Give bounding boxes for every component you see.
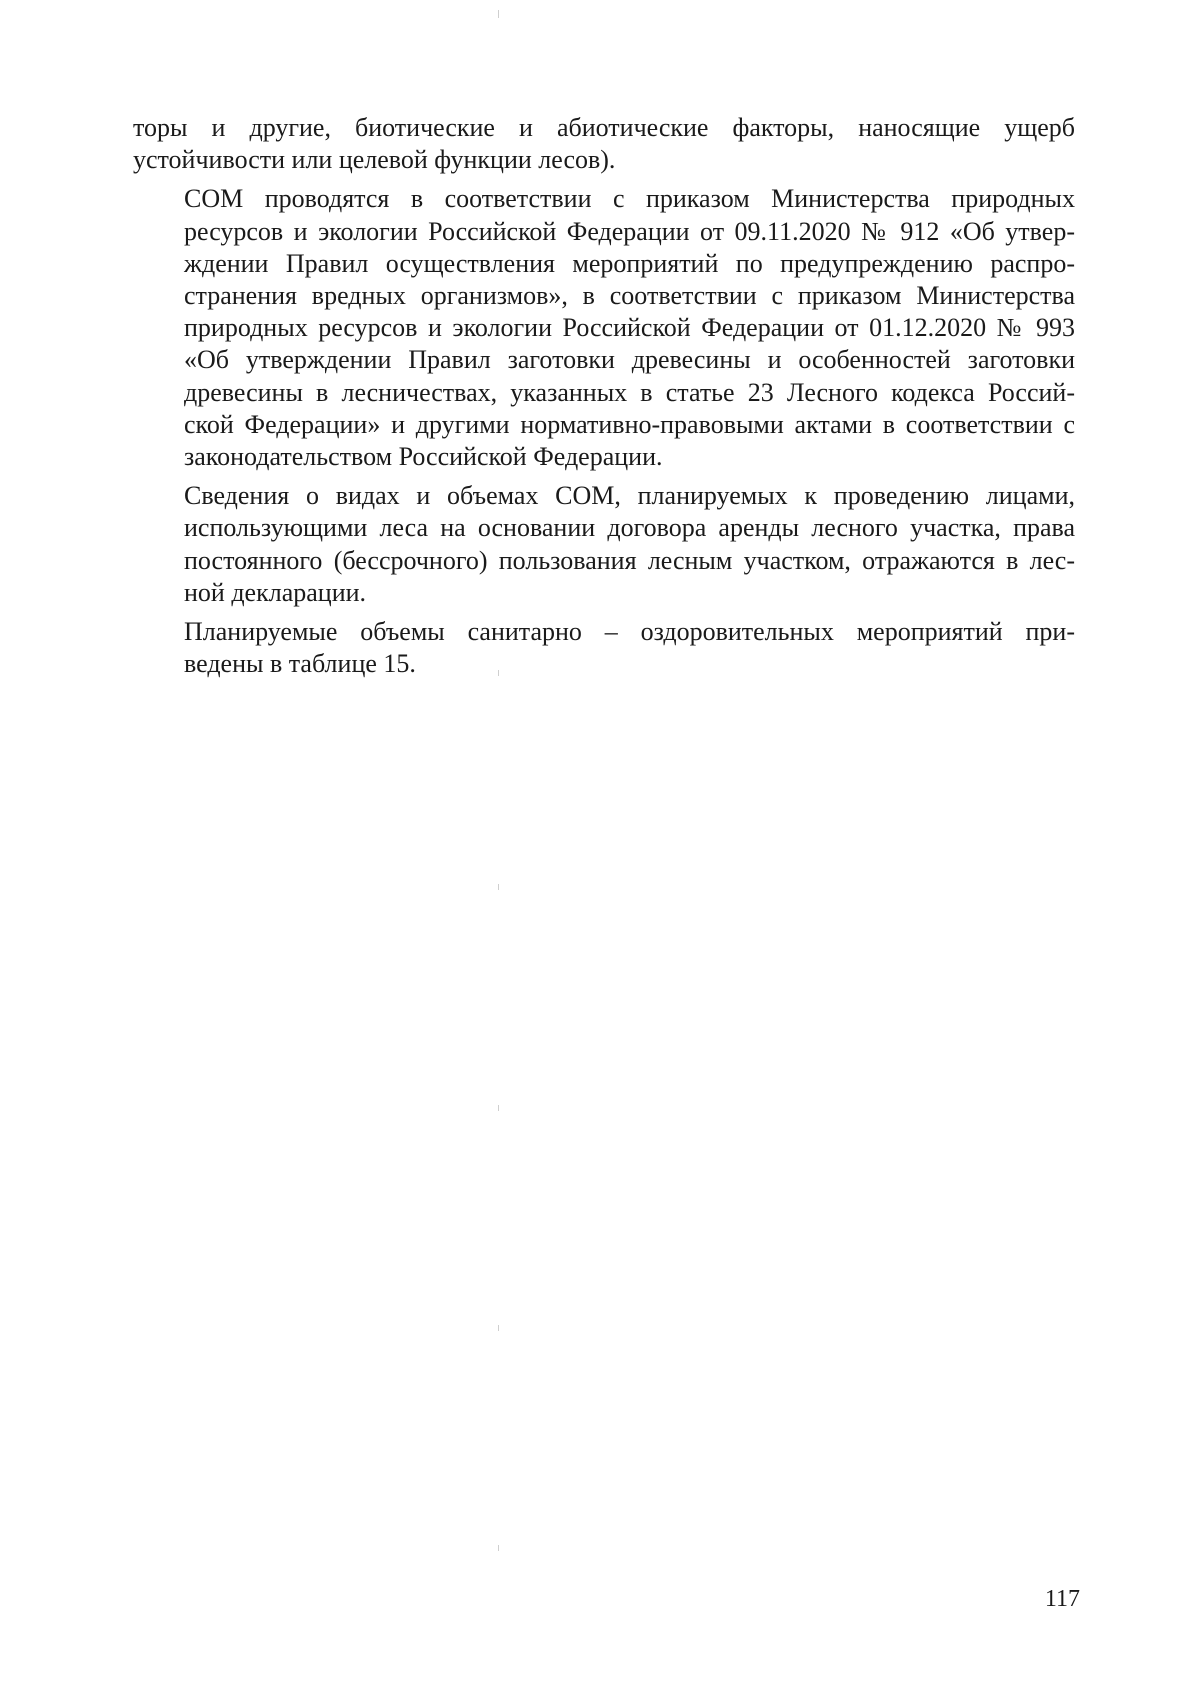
text-line: Планируемые объемы санитарно – оздоровительных мероприятий при- [184, 617, 1075, 647]
text-line: странения вредных организмов», в соответствии с приказом Министерства [184, 281, 1075, 311]
text-line: ной декларации. [184, 577, 367, 607]
text-line: использующими леса на основании договора аренды лесного участка, права [184, 513, 1075, 543]
scan-artifact [498, 1545, 499, 1551]
paragraph-som-legal-basis [133, 183, 1075, 473]
paragraph-som-declaration [133, 480, 1075, 609]
text-line: ской Федерации» и другими нормативно-правовыми актами в соответствии с [184, 409, 1075, 439]
scan-artifact [498, 1105, 499, 1111]
scan-artifact [498, 10, 499, 18]
document-body [133, 112, 1075, 687]
text-line: СОМ проводятся в соответствии с приказом Министерства природных [184, 184, 1075, 214]
text-line: Сведения о видах и объемах СОМ, планируемых к проведению лицами, [184, 481, 1075, 511]
text-line: древесины в лесничествах, указанных в статье 23 Лесного кодекса Россий- [184, 377, 1075, 407]
text-line: ждении Правил осуществления мероприятий по предупреждению распро- [184, 248, 1075, 278]
text-line: «Об утверждении Правил заготовки древесины и особенностей заготовки [184, 345, 1075, 375]
paragraph-continuation [133, 112, 1075, 176]
scan-artifact [498, 884, 499, 890]
scan-artifact [498, 1325, 499, 1331]
text-line: ведены в таблице 15. [184, 649, 416, 679]
text-line: устойчивости или целевой функции лесов). [133, 145, 616, 175]
text-line: ресурсов и экологии Российской Федерации от 09.11.2020 № 912 «Об утвер- [184, 216, 1075, 246]
page-number: 117 [1044, 1586, 1080, 1612]
text-line: законодательством Российской Федерации. [184, 442, 663, 472]
text-line: постоянного (бессрочного) пользования лесным участком, отражаются в лес- [184, 545, 1075, 575]
text-line: природных ресурсов и экологии Российской Федерации от 01.12.2020 № 993 [184, 313, 1075, 343]
paragraph-som-volumes [133, 616, 1075, 680]
text-line: торы и другие, биотические и абиотические факторы, наносящие ущерб [133, 113, 1075, 142]
